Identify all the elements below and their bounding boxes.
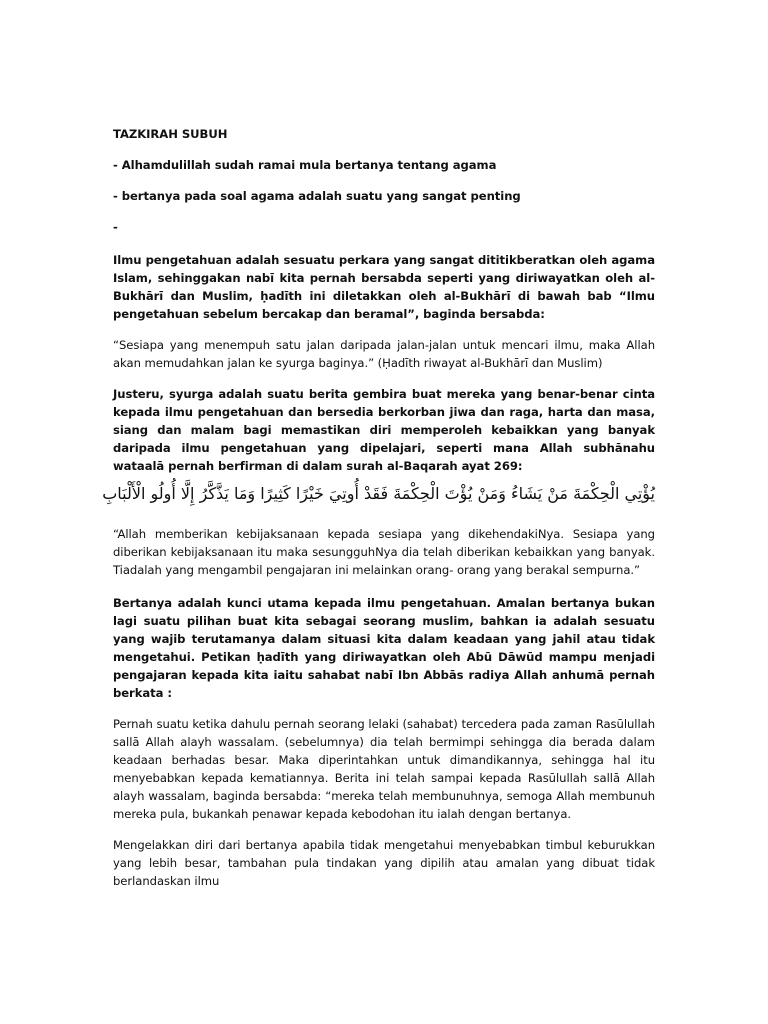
bullet-item-1: - Alhamdulillah sudah ramai mula bertanya tentang agama (113, 158, 497, 172)
paragraph-conclusion: Mengelakkan diri dari bertanya apabila tidak mengetahui menyebabkan timbul keburukkan yang lebih besar, tambahan pula tindakan yang dipilih atau amalan yang dibuat tidak berlandaskan ilmu (113, 838, 655, 888)
bullet-item-3: - (113, 220, 118, 234)
paragraph-justeru: Justeru, syurga adalah suatu berita gembira buat mereka yang benar-benar cinta kepada ilmu pengetahuan dan bersedia berkorban jiwa dan raga, harta dan masa, siang dan malam bagi memastikan diri memperoleh kebaikkan yang banyak daripada ilmu pengetahuan yang dipelajari, seperti mana Allah subhānahu wataalā pernah berfirman di dalam surah al-Baqarah ayat 269: (113, 387, 655, 473)
paragraph-hadith-quote: “Sesiapa yang menempuh satu jalan daripada jalan-jalan untuk mencari ilmu, maka Allah akan memudahkan jalan ke syurga baginya.” (Ḥadīth riwayat al-Bukhārī dan Muslim) (113, 338, 655, 370)
arabic-verse: يُؤْتِي الْحِكْمَةَ مَنْ يَشَاءُ وَمَنْ يُؤْتَ الْحِكْمَةَ فَقَدْ أُوتِيَ خَيْرًا كَثِيرًا وَمَا يَذَّكَّرُ إِلَّا أُولُو الْأَلْبَابِ (102, 484, 655, 503)
paragraph-intro: Ilmu pengetahuan adalah sesuatu perkara yang sangat dititikberatkan oleh agama Islam, sehinggakan nabī kita pernah bersabda seperti yang diriwayatkan oleh al-Bukhārī dan Muslim, ḥadīth ini diletakkan oleh al-Bukhārī di bawah bab “Ilmu pengetahuan sebelum bercakap dan beramal”, baginda bersabda: (113, 253, 655, 321)
paragraph-bertanya: Bertanya adalah kunci utama kepada ilmu pengetahuan. Amalan bertanya bukan lagi suatu pilihan buat kita sebagai seorang muslim, bahkan ia adalah sesuatu yang wajib terutamanya dalam situasi kita dalam keadaan yang jahil atau tidak mengetahui. Petikan ḥadīth yang diriwayatkan oleh Abū Dāwūd mampu menjadi pengajaran kepada kita iaitu sahabat nabī Ibn Abbās radiya Allah anhumā pernah berkata : (113, 596, 655, 700)
paragraph-story: Pernah suatu ketika dahulu pernah seorang lelaki (sahabat) tercedera pada zaman Rasūlullah sallā Allah alayh wassalam. (sebelumnya) dia telah bermimpi sehingga dia berada dalam keadaan berhadas besar. Maka diperintahkan untuk dimandikannya, sehingga hal itu menyebabkan kepada kematiannya. Berita ini telah sampai kepada Rasūlullah sallā Allah alayh wassalam, baginda bersabda: “mereka telah membunuhnya, semoga Allah membunuh mereka pula, bukankah penawar kepada kebodohan itu ialah dengan bertanya. (113, 717, 655, 821)
document-body (102, 119, 655, 903)
page-title: TAZKIRAH SUBUH (113, 127, 228, 141)
bullet-item-2: - bertanya pada soal agama adalah suatu yang sangat penting (113, 189, 521, 203)
paragraph-translation: “Allah memberikan kebijaksanaan kepada sesiapa yang dikehendakiNya. Sesiapa yang diberikan kebijaksanaan itu maka sesungguhNya dia telah diberikan kebaikkan yang banyak. Tiadalah yang mengambil pengajaran ini melainkan orang- orang yang berakal sempurna.” (113, 527, 655, 577)
